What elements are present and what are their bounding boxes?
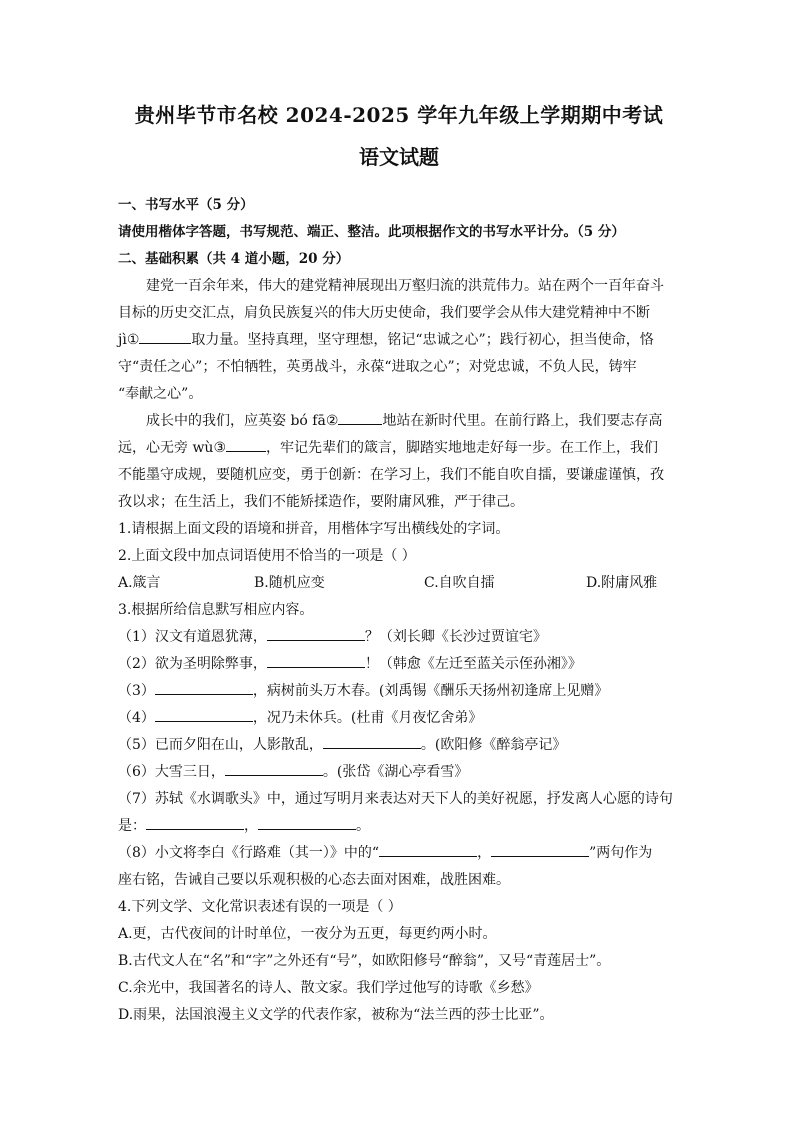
question-3-stem: 3.根据所给信息默写相应内容。 (118, 602, 314, 618)
q3-item-3-prefix: （3） (118, 683, 155, 699)
q3-item-2-suffix: ！（韩愈《左迁至蓝关示侄孙湘》》 (364, 656, 582, 672)
q3-item-6-prefix: （6）大雪三日， (118, 764, 225, 780)
q3-item-5 (118, 732, 680, 759)
passage2-line1 (118, 408, 680, 435)
q4-option-d[interactable]: D.雨果，法国浪漫主义文学的代表作家，被称为“法兰西的莎士比亚”。 (118, 1007, 554, 1023)
passage1-line4: 守“责任之心”；不怕牺牲，英勇战斗，永葆“进取之心”；对党忠诚，不负人民，铸牢 (118, 359, 637, 375)
q3-item-8-comma: ， (477, 845, 492, 861)
q3-item-3 (118, 678, 680, 705)
passage1-line3-text: 取力量。坚持真理，坚守理想，铭记“忠诚之心”；践行初心，担当使命，恪 (191, 332, 654, 348)
q3-item-4-suffix: ，况乃未休兵。(杜甫《月夜忆舍弟》 (252, 710, 483, 726)
question-2-stem: 2.上面文段中加点词语使用不恰当的一项是（ ） (118, 548, 416, 564)
q3-item-5-prefix: （5）已而夕阳在山，人影散乱， (118, 737, 323, 753)
passage1-line1: 建党一百余年来，伟大的建党精神展现出万壑归流的洪荒伟力。站在两个一百年奋斗 (146, 278, 664, 294)
question-1: 1.请根据上面文段的语境和拼音，用楷体字写出横线处的字词。 (118, 521, 510, 537)
passage-paragraph-2 (118, 408, 680, 516)
q3-item-7-line2 (118, 813, 680, 840)
q3-item-8-line2: 座右铭，告诫自己要以乐观积极的心态去面对困难，战胜困难。 (118, 872, 510, 888)
q3-item-2-prefix: （2）欲为圣明除弊事， (118, 656, 267, 672)
section1-instruction: 请使用楷体字答题，书写规范、端正、整洁。此项根据作文的书写水平计分。（5 分） (118, 224, 625, 240)
q3-blank-1[interactable] (267, 624, 365, 641)
q3-blank-6[interactable] (225, 759, 323, 776)
q3-item-8-line1 (118, 840, 680, 867)
q3-blank-5[interactable] (323, 732, 421, 749)
q3-blank-3[interactable] (155, 678, 253, 695)
q3-item-8-prefix: （8）小文将李白《行路难（其一）》中的“ (118, 845, 380, 861)
pinyin-bofa: 成长中的我们，应英姿 bó fā② (146, 413, 339, 429)
section1-heading: 一、书写水平（5 分） (118, 197, 254, 213)
passage2-line2-text: ，牢记先辈们的箴言，脚踏实地地走好每一步。在工作上，我们 (266, 440, 659, 456)
passage1-line5: “奉献之心”。 (118, 386, 203, 402)
pinyin-wu: 远，心无旁 wù③ (118, 440, 227, 456)
q3-item-7-comma: ， (244, 818, 258, 834)
q3-item-4 (118, 705, 680, 732)
option-a[interactable]: A.箴言 (118, 575, 161, 591)
answer-blank-3[interactable] (226, 435, 266, 452)
question-4-stem: 4.下列文学、文化常识表述有误的一项是（ ） (118, 899, 402, 915)
section2-heading: 二、基础积累（共 4 道小题，20 分） (118, 251, 350, 267)
q3-blank-7a[interactable] (146, 813, 244, 830)
q3-item-1 (118, 624, 680, 651)
q3-item-4-prefix: （4） (118, 710, 155, 726)
option-c[interactable]: C.自吹自擂 (424, 575, 495, 591)
q3-item-5-suffix: 。(欧阳修《醉翁亭记》 (420, 737, 567, 753)
q4-option-c[interactable]: C.余光中，我国著名的诗人、散文家。我们学过他写的诗歌《乡愁》 (118, 980, 539, 996)
q3-blank-4[interactable] (155, 705, 253, 722)
q3-blank-7b[interactable] (258, 813, 356, 830)
q4-option-a[interactable]: A.更，古代夜间的计时单位，一夜分为五更，每更约两小时。 (118, 926, 497, 942)
q3-blank-8b[interactable] (491, 840, 589, 857)
q3-item-6 (118, 759, 680, 786)
answer-blank-1[interactable] (139, 327, 191, 344)
passage2-line1-text: 地站在新时代里。在前行路上，我们要志存高 (382, 413, 663, 429)
q3-item-3-suffix: ，病树前头万木春。(刘禹锡《酬乐天扬州初逢席上见赠》 (252, 683, 609, 699)
q3-item-7-period: 。 (356, 818, 370, 834)
answer-blank-2[interactable] (338, 408, 382, 425)
option-d[interactable]: D.附庸风雅 (586, 575, 658, 591)
q3-item-1-prefix: （1）汉文有道恩犹薄， (118, 629, 267, 645)
page-subtitle: 语文试题 (359, 145, 439, 169)
page-title: 贵州毕节市名校 2024-2025 学年九年级上学期期中考试 (134, 103, 664, 127)
q3-item-7-line1: （7）苏轼《水调歌头》中，通过写明月来表达对天下人的美好祝愿，抒发离人心愿的诗句 (118, 791, 673, 807)
passage2-line4: 孜以求；在生活上，我们不能矫揉造作，要附庸风雅，严于律己。 (118, 494, 524, 510)
passage-paragraph-1 (118, 273, 680, 408)
q3-blank-2[interactable] (267, 651, 365, 668)
option-b[interactable]: B.随机应变 (254, 575, 325, 591)
q3-item-7-prefix: 是： (118, 818, 146, 834)
q3-item-8-suffix: ”两句作为 (589, 845, 653, 861)
question-2-options (118, 570, 680, 597)
q3-blank-8a[interactable] (379, 840, 477, 857)
passage2-line2 (118, 435, 680, 462)
passage1-line3 (118, 327, 680, 354)
passage2-line3: 不能墨守成规，要随机应变，勇于创新：在学习上，我们不能自吹自擂，要谦虚谨慎，孜 (118, 467, 664, 483)
pinyin-ji: jì① (118, 332, 140, 348)
q3-item-6-suffix: 。(张岱《湖心亭看雪》 (322, 764, 469, 780)
q3-item-2 (118, 651, 680, 678)
passage1-line2: 目标的历史交汇点，肩负民族复兴的伟大历史使命，我们要学会从伟大建党精神中不断 (118, 305, 650, 321)
q4-option-b[interactable]: B.古代文人在“名”和“字”之外还有“号”，如欧阳修号“醉翁”，又号“青莲居士”。 (118, 953, 611, 969)
q3-item-1-suffix: ？（刘长卿《长沙过贾谊宅》 (364, 629, 547, 645)
